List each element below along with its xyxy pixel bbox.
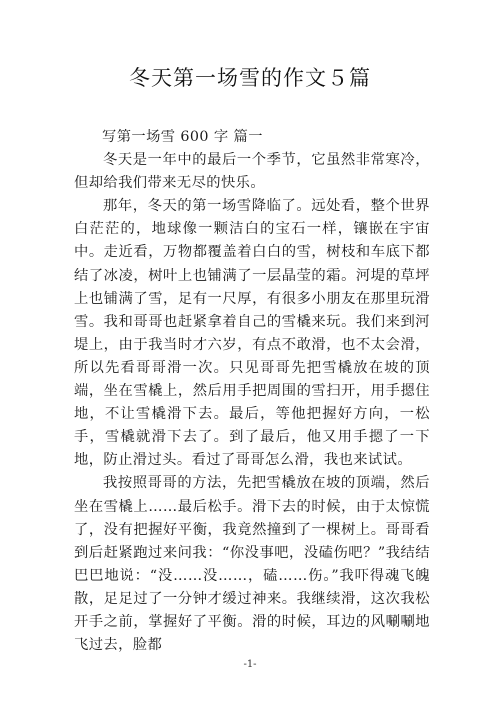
paragraph-1: 冬天是一年中的最后一个季节，它虽然非常寒冷，但却给我们带来无尽的快乐。 <box>74 152 430 192</box>
document-title: 冬天第一场雪的作文５篇 <box>129 66 371 90</box>
paragraph-3: 我按照哥哥的方法，先把雪橇放在坡的顶端，然后坐在雪橇上……最后松手。滑下去的时候，由于太惊慌了，没有把握好平衡，我竟然撞到了一棵树上。哥哥看到后赶紧跑过来问我：“你没事吧，没磕伤吧？”我结结巴巴地说：“没……没……，磕……伤。”我吓得魂飞魄散，足足过了一分钟才缓过神来。我继续滑，这次我松开手之前，掌握好了平衡。滑的时候，耳边的风唰唰地飞过去，脸都 <box>74 475 430 654</box>
paragraph-2: 那年，冬天的第一场雪降临了。远处看，整个世界白茫茫的，地球像一颗洁白的宝石一样，镶嵌在宇宙中。走近看，万物都覆盖着白白的雪，树枝和车底下都结了冰凌，树叶上也铺满了一层晶莹的霜。河堤的草坪上也铺满了雪，足有一尺厚，有很多小朋友在那里玩滑雪。我和哥哥也赶紧拿着自己的雪橇来玩。我们来到河堤上，由于我当时才六岁，有点不敢滑，也不太会滑，所以先看哥哥滑一次。只见哥哥先把雪橇放在坡的顶端，坐在雪橇上，然后用手把周围的雪扫开，用手摁住地，不让雪橇滑下去。最后，等他把握好方向，一松手，雪橇就滑下去了。到了最后，他又用手摁了一下地，防止滑过头。看过了哥哥怎么滑，我也来试试。 <box>74 198 430 469</box>
page-number: -1- <box>243 659 257 670</box>
document-body <box>74 126 430 657</box>
section-heading: 写第一场雪 600 字 篇一 <box>102 129 263 145</box>
